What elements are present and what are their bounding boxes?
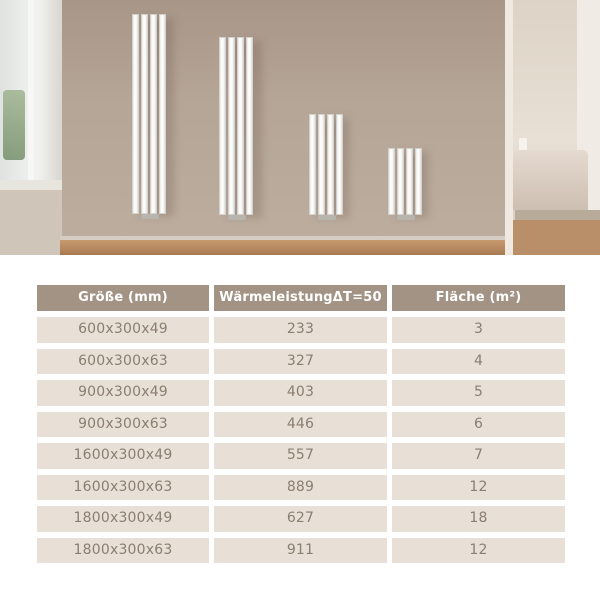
cell-heat-output: 446: [214, 412, 387, 438]
table-header-row: [37, 285, 565, 311]
table-row: [37, 538, 565, 564]
header-heat-output: WärmeleistungΔT=50: [214, 285, 387, 311]
table-row: [37, 475, 565, 501]
window: [0, 0, 62, 255]
wall: [60, 0, 505, 240]
cell-area: 3: [392, 317, 565, 343]
cell-area: 18: [392, 506, 565, 532]
cell-heat-output: 233: [214, 317, 387, 343]
cell-area: 6: [392, 412, 565, 438]
radiator-900: [309, 114, 343, 215]
table-row: [37, 412, 565, 438]
cell-heat-output: 557: [214, 443, 387, 469]
radiator-1600: [219, 37, 253, 215]
header-area: Fläche (m²): [392, 285, 565, 311]
cell-size: 1800x300x49: [37, 506, 209, 532]
cell-heat-output: 627: [214, 506, 387, 532]
cell-size: 1800x300x63: [37, 538, 209, 564]
table-row: [37, 317, 565, 343]
table-row: [37, 506, 565, 532]
cell-area: 7: [392, 443, 565, 469]
cell-size: 600x300x49: [37, 317, 209, 343]
cell-size: 900x300x63: [37, 412, 209, 438]
table-row: [37, 380, 565, 406]
cell-size: 1600x300x63: [37, 475, 209, 501]
cell-size: 900x300x49: [37, 380, 209, 406]
cell-area: 12: [392, 475, 565, 501]
cell-heat-output: 911: [214, 538, 387, 564]
table-row: [37, 349, 565, 375]
room-photo: [0, 0, 600, 255]
cell-heat-output: 889: [214, 475, 387, 501]
cell-area: 4: [392, 349, 565, 375]
radiator-600: [388, 148, 422, 215]
cell-heat-output: 403: [214, 380, 387, 406]
bedroom-view: [505, 0, 600, 255]
cell-size: 600x300x63: [37, 349, 209, 375]
cell-size: 1600x300x49: [37, 443, 209, 469]
radiator-1800: [132, 14, 166, 214]
floor: [60, 240, 505, 255]
cell-area: 12: [392, 538, 565, 564]
cell-heat-output: 327: [214, 349, 387, 375]
spec-table: [37, 285, 565, 569]
header-size: Größe (mm): [37, 285, 209, 311]
cell-area: 5: [392, 380, 565, 406]
table-row: [37, 443, 565, 469]
